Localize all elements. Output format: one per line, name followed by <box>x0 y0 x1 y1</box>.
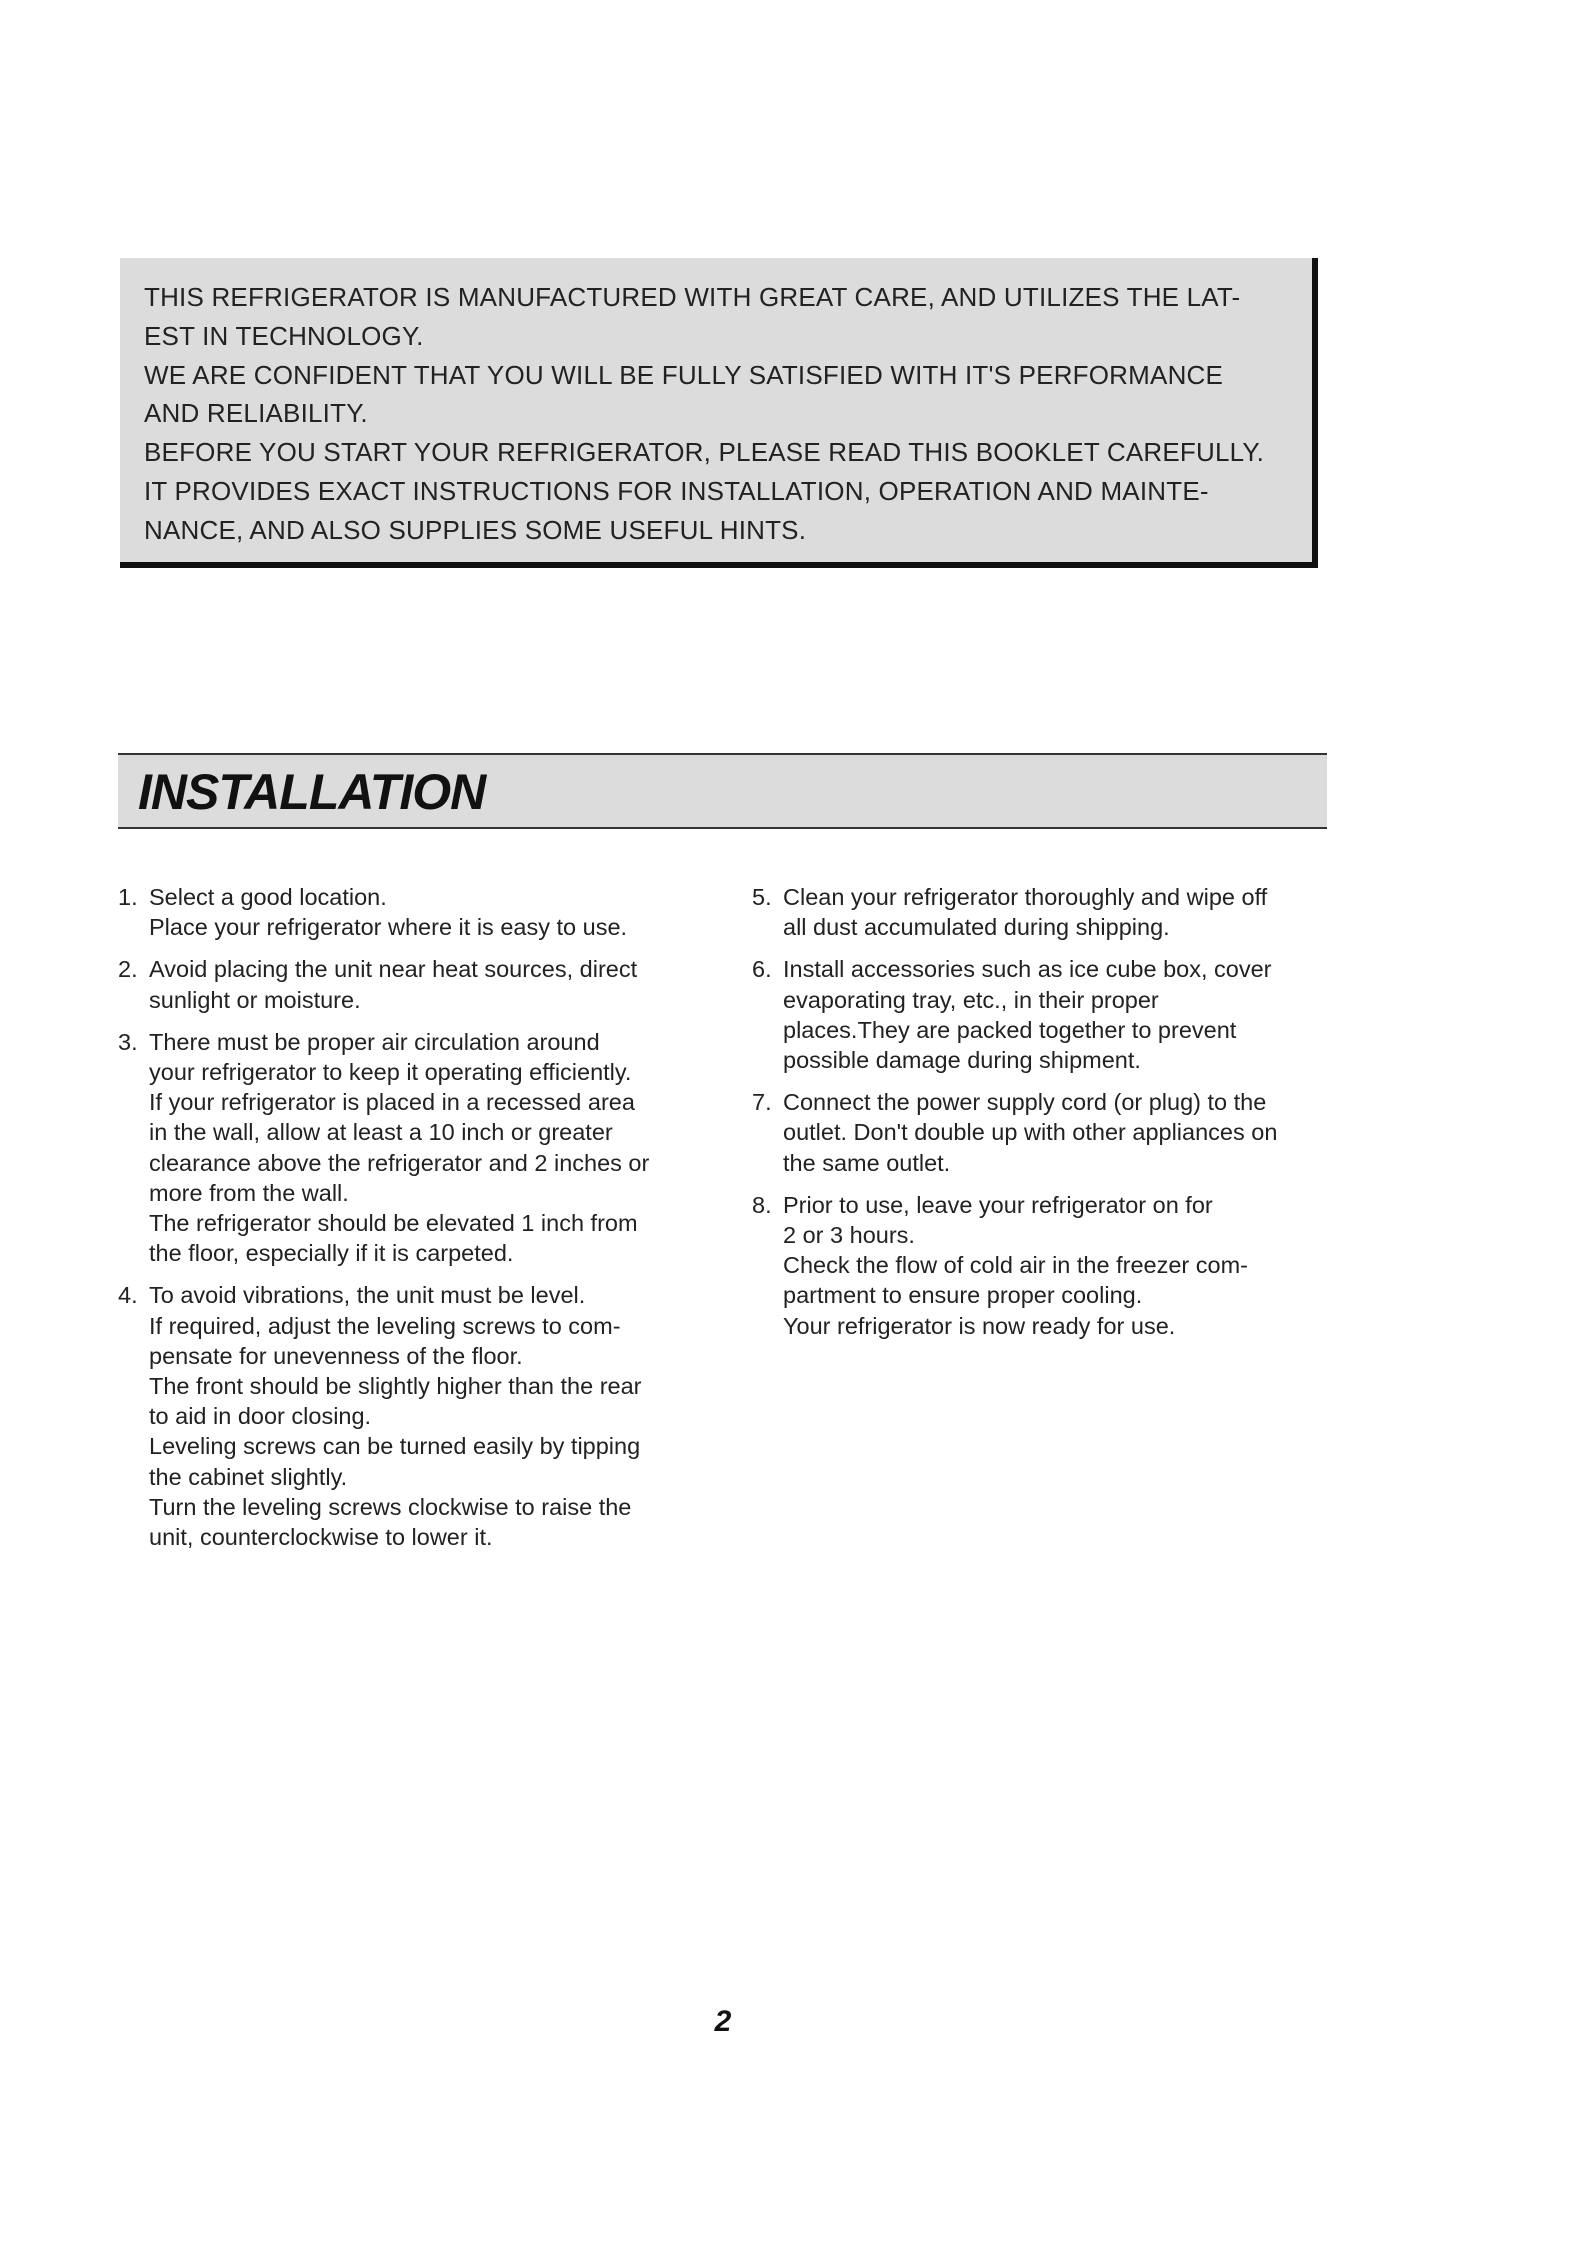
intro-line: THIS REFRIGERATOR IS MANUFACTURED WITH GREAT CARE, AND UTILIZES THE LAT- <box>144 282 1241 312</box>
step-number: 2. <box>118 956 138 983</box>
step-number: 4. <box>118 1282 138 1309</box>
step-text: 2 or 3 hours. <box>783 1222 915 1249</box>
section-title: INSTALLATION <box>138 764 486 820</box>
step-item <box>118 954 713 1014</box>
step-body <box>149 1280 713 1552</box>
step-text: the same outlet. <box>783 1149 951 1176</box>
step-text: all dust accumulated during shipping. <box>783 914 1170 941</box>
step-text: unit, counterclockwise to lower it. <box>149 1524 493 1551</box>
intro-line: WE ARE CONFIDENT THAT YOU WILL BE FULLY SATISFIED WITH IT'S PERFORMANCE <box>144 359 1224 390</box>
step-number: 6. <box>752 956 772 983</box>
step-text: Leveling screws can be turned easily by tipping <box>149 1433 641 1460</box>
step-text: places.They are packed together to prevent <box>783 1016 1237 1043</box>
step-item <box>752 1087 1342 1178</box>
intro-line: BEFORE YOU START YOUR REFRIGERATOR, PLEASE READ THIS BOOKLET CAREFULLY. <box>144 437 1264 468</box>
step-text: the floor, especially if it is carpeted. <box>149 1240 514 1267</box>
intro-line: NANCE, AND ALSO SUPPLIES SOME USEFUL HINTS. <box>144 514 807 545</box>
step-number: 5. <box>752 884 772 910</box>
step-text: To avoid vibrations, the unit must be level. <box>149 1282 586 1309</box>
step-text: more from the wall. <box>149 1179 349 1206</box>
step-body <box>783 882 1342 942</box>
step-item <box>118 1280 713 1552</box>
step-item <box>752 882 1342 942</box>
step-body <box>783 1087 1342 1178</box>
step-text: partment to ensure proper cooling. <box>783 1282 1143 1309</box>
step-item <box>752 1190 1342 1341</box>
step-text: Connect the power supply cord (or plug) to the <box>783 1089 1267 1116</box>
step-text: Install accessories such as ice cube box, cover <box>783 956 1272 983</box>
section-header <box>118 753 1327 829</box>
step-text: Clean your refrigerator thoroughly and wipe off <box>783 884 1268 910</box>
intro-line: IT PROVIDES EXACT INSTRUCTIONS FOR INSTALLATION, OPERATION AND MAINTE- <box>144 475 1209 506</box>
intro-notice-box <box>120 258 1318 568</box>
step-text: outlet. Don't double up with other appliances on <box>783 1119 1278 1146</box>
step-text: pensate for unevenness of the floor. <box>149 1342 523 1369</box>
step-text: clearance above the refrigerator and 2 inches or <box>149 1149 650 1176</box>
step-text: If required, adjust the leveling screws to com- <box>149 1312 621 1339</box>
step-text: If your refrigerator is placed in a recessed area <box>149 1089 635 1116</box>
step-body <box>783 954 1342 1075</box>
step-body <box>783 1190 1342 1341</box>
steps-left-column <box>118 882 713 1564</box>
step-text: sunlight or moisture. <box>149 986 361 1013</box>
step-text: The refrigerator should be elevated 1 inch from <box>149 1210 638 1237</box>
intro-line: AND RELIABILITY. <box>144 398 368 429</box>
step-text: your refrigerator to keep it operating efficiently. <box>149 1059 632 1086</box>
steps-right-column <box>752 882 1342 1353</box>
step-text: in the wall, allow at least a 10 inch or greater <box>149 1119 613 1146</box>
step-number: 3. <box>118 1028 138 1055</box>
step-text: Check the flow of cold air in the freezer com- <box>783 1252 1248 1279</box>
step-text: There must be proper air circulation around <box>149 1028 600 1055</box>
step-text: the cabinet slightly. <box>149 1463 348 1490</box>
step-body <box>149 882 713 942</box>
step-text: possible damage during shipment. <box>783 1047 1141 1074</box>
step-item <box>752 954 1342 1075</box>
step-text: Your refrigerator is now ready for use. <box>783 1312 1176 1339</box>
step-number: 7. <box>752 1089 772 1116</box>
step-text: Turn the leveling screws clockwise to raise the <box>149 1493 632 1520</box>
step-text: evaporating tray, etc., in their proper <box>783 986 1159 1013</box>
page-number: 2 <box>714 2005 732 2038</box>
step-text: Place your refrigerator where it is easy to use. <box>149 914 628 941</box>
intro-line: EST IN TECHNOLOGY. <box>144 320 424 351</box>
step-number: 8. <box>752 1191 772 1218</box>
step-text: The front should be slightly higher than the rear <box>149 1373 642 1400</box>
step-text: Prior to use, leave your refrigerator on for <box>783 1191 1213 1218</box>
step-item <box>118 1027 713 1269</box>
step-text: to aid in door closing. <box>149 1403 372 1430</box>
step-text: Select a good location. <box>149 884 387 910</box>
step-number: 1. <box>118 884 138 910</box>
step-text: Avoid placing the unit near heat sources, direct <box>149 956 638 983</box>
step-body <box>149 954 713 1014</box>
step-item <box>118 882 713 942</box>
step-body <box>149 1027 713 1269</box>
